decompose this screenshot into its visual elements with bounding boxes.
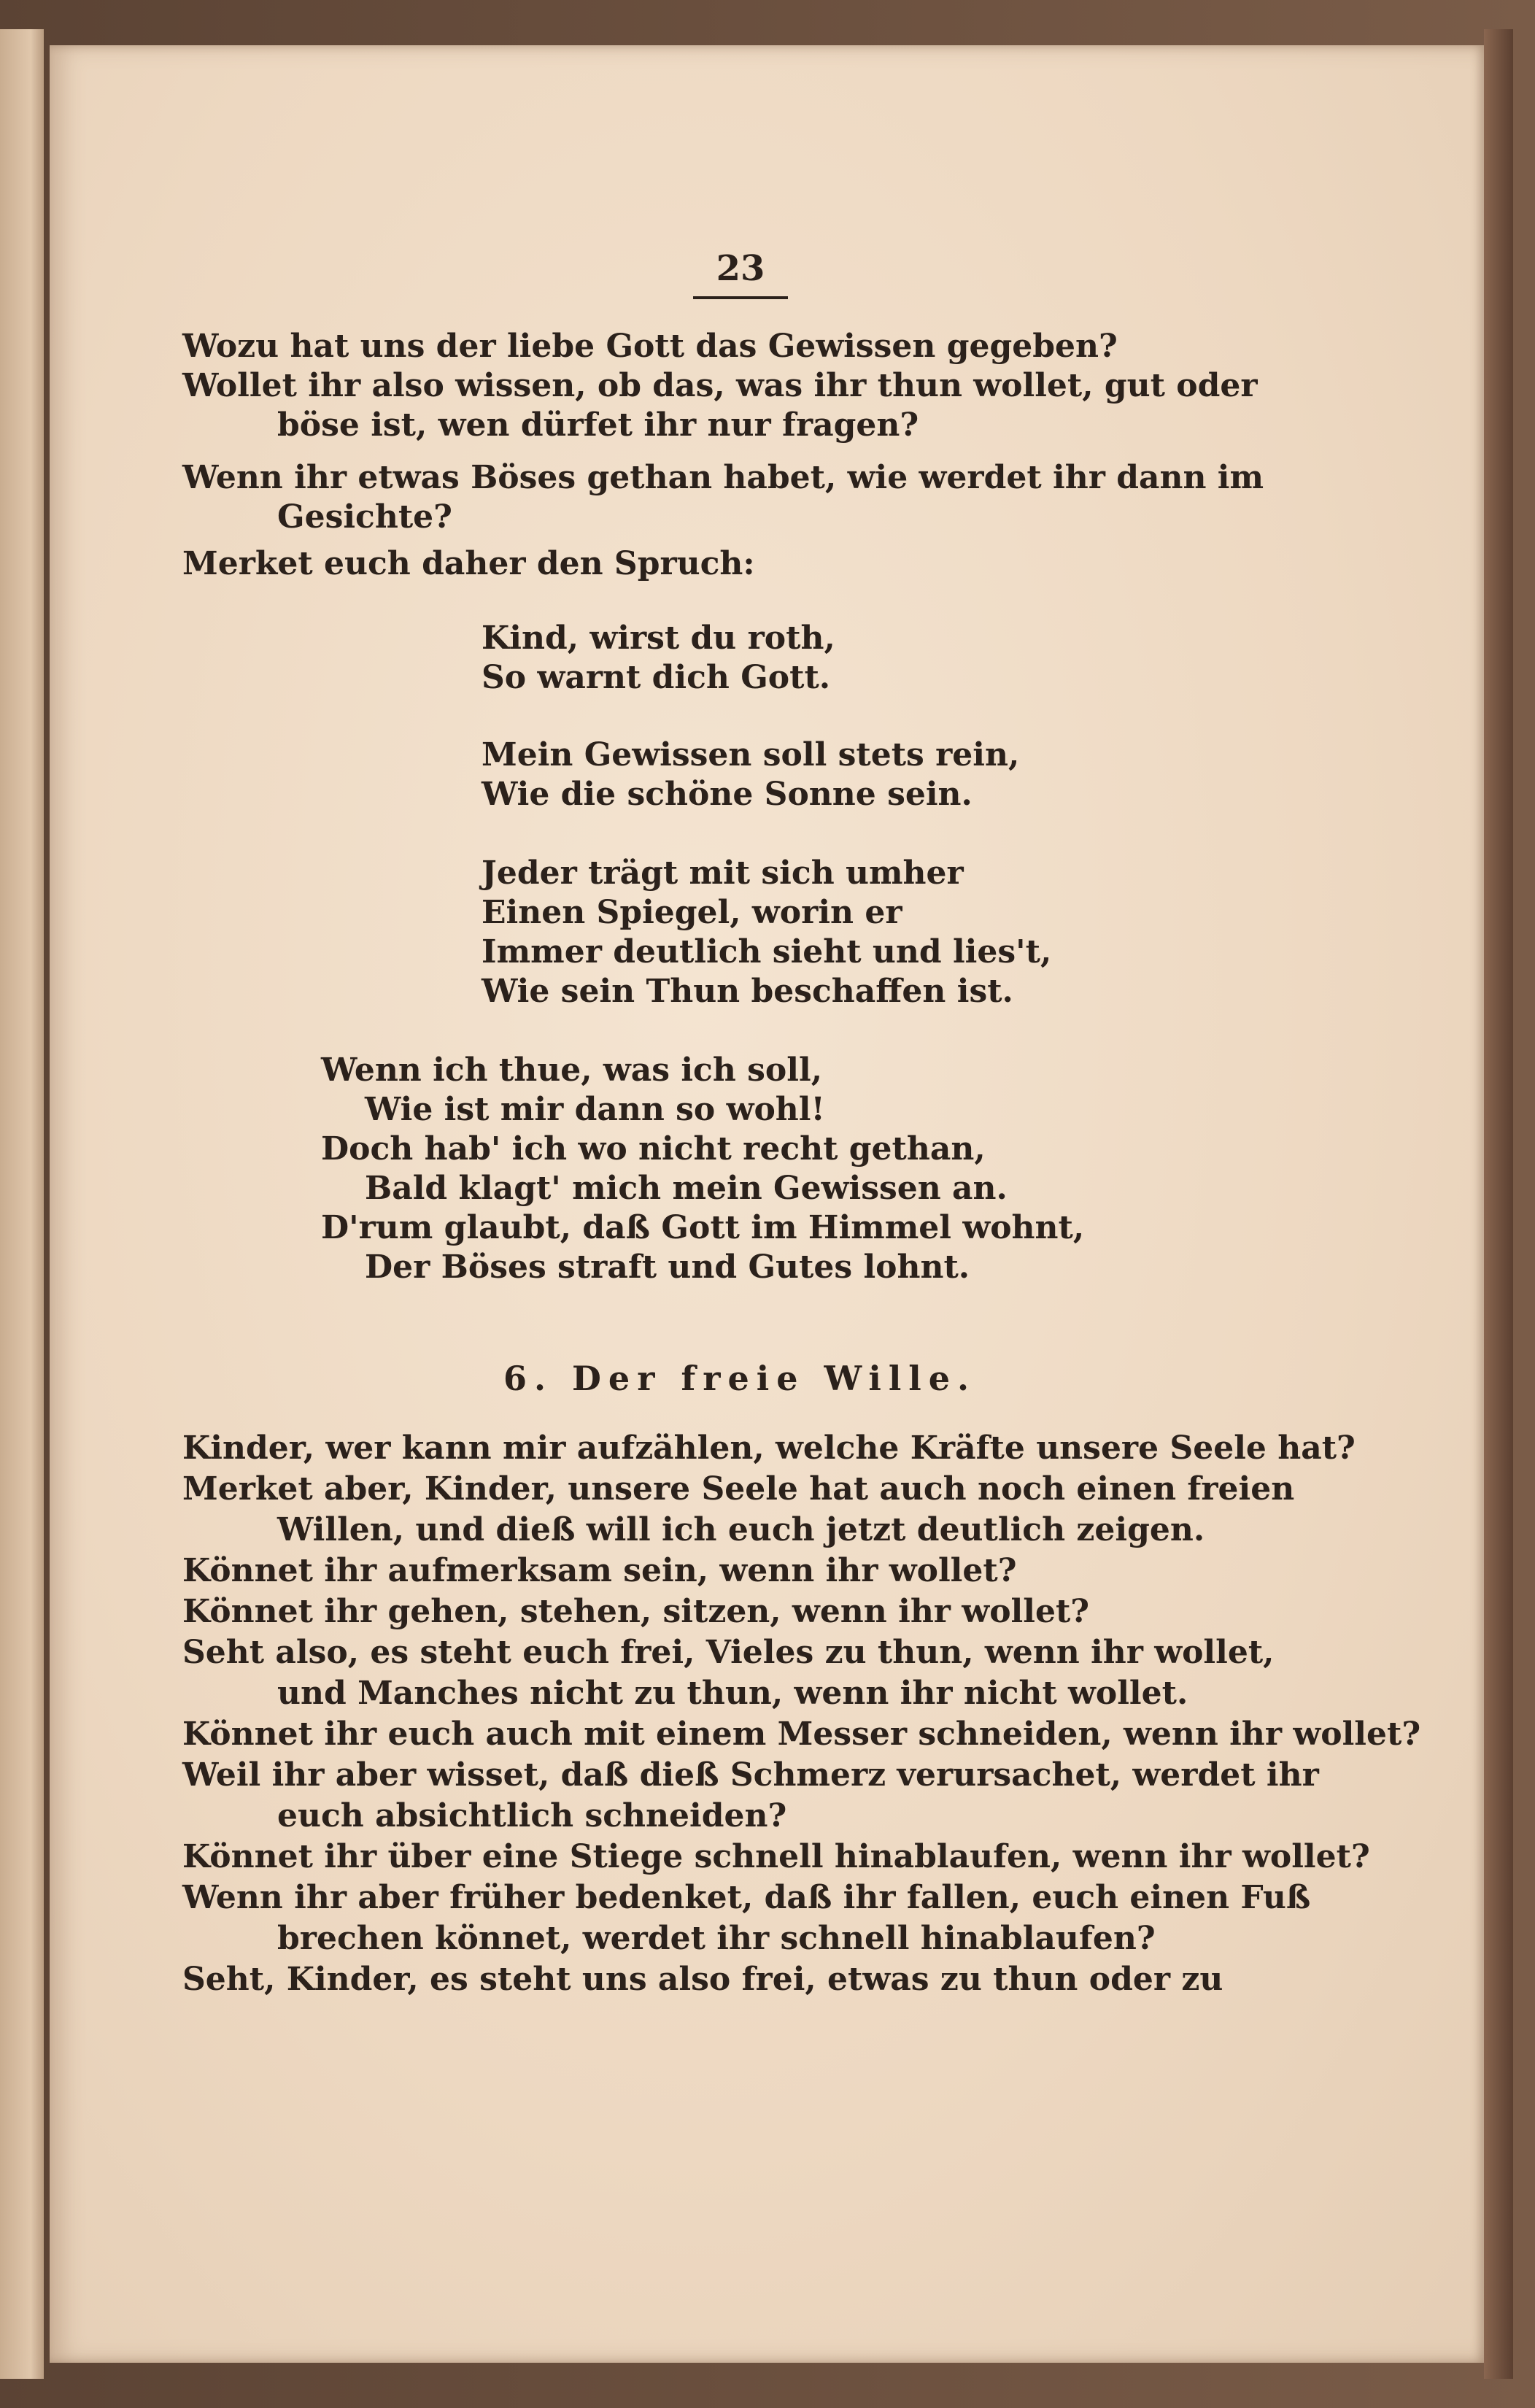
left-page-edge <box>0 29 44 2379</box>
book-cover-edge <box>1484 29 1513 2379</box>
text-line: Wenn ihr aber früher bedenket, daß ihr fallen, euch einen Fuß <box>182 1879 1311 1916</box>
text-line: Weil ihr aber wisset, daß dieß Schmerz verursachet, werdet ihr <box>182 1756 1319 1794</box>
verse-line: Wie die schöne Sonne sein. <box>482 776 973 813</box>
verse2 <box>321 1051 1084 1287</box>
text-line: und Manches nicht zu thun, wenn ihr nicht wollet. <box>277 1675 1188 1712</box>
verse-line: D'rum glaubt, daß Gott im Himmel wohnt, <box>321 1209 1085 1246</box>
text-line: euch absichtlich schneiden? <box>277 1797 787 1834</box>
page-number: 23 <box>693 248 788 299</box>
text-line: Gesichte? <box>277 498 452 536</box>
verse-line: Immer deutlich sieht und lies't, <box>482 933 1052 970</box>
text-line: Könnet ihr gehen, stehen, sitzen, wenn ihr wollet? <box>182 1593 1090 1630</box>
text-line: Könnet ihr euch auch mit einem Messer schneiden, wenn ihr wollet? <box>182 1716 1421 1753</box>
verse1-stanza3 <box>482 854 1051 1011</box>
verse-line: Einen Spiegel, worin er <box>482 894 902 931</box>
verse-line: Jeder trägt mit sich umher <box>482 854 964 892</box>
text-line: Kinder, wer kann mir aufzählen, welche Kräfte unsere Seele hat? <box>182 1429 1356 1467</box>
text-line: Seht also, es steht euch frei, Vieles zu thun, wenn ihr wollet, <box>182 1634 1275 1671</box>
verse-line: Doch hab' ich wo nicht recht gethan, <box>321 1130 986 1168</box>
text-line: Könnet ihr aufmerksam sein, wenn ihr wollet? <box>182 1552 1017 1589</box>
text-line: Könnet ihr über eine Stiege schnell hinablaufen, wenn ihr wollet? <box>182 1838 1370 1875</box>
text-line: böse ist, wen dürfet ihr nur fragen? <box>277 406 919 444</box>
verse-line: Kind, wirst du roth, <box>482 620 835 657</box>
text-line: Merket euch daher den Spruch: <box>182 545 755 582</box>
text-line: Wollet ihr also wissen, ob das, was ihr thun wollet, gut oder <box>182 367 1258 404</box>
verse1-stanza2 <box>482 736 1019 814</box>
verse-line: Bald klagt' mich mein Gewissen an. <box>365 1170 1008 1207</box>
text-line: Seht, Kinder, es steht uns also frei, etwas zu thun oder zu <box>182 1961 1223 1998</box>
verse-line: Der Böses straft und Gutes lohnt. <box>365 1249 970 1286</box>
verse-line: Mein Gewissen soll stets rein, <box>482 736 1020 773</box>
verse-line: Wie ist mir dann so wohl! <box>365 1091 825 1128</box>
text-line: brechen könnet, werdet ihr schnell hinablaufen? <box>277 1920 1156 1957</box>
text-line: Willen, und dieß will ich euch jetzt deutlich zeigen. <box>277 1511 1205 1548</box>
section-heading: 6. Der freie Wille. <box>503 1359 977 1398</box>
verse-line: Wenn ich thue, was ich soll, <box>321 1051 823 1089</box>
verse-line: So warnt dich Gott. <box>482 659 831 696</box>
text-line: Merket aber, Kinder, unsere Seele hat auch noch einen freien <box>182 1470 1295 1508</box>
verse1-stanza1 <box>482 619 835 698</box>
text-line: Wenn ihr etwas Böses gethan habet, wie werdet ihr dann im <box>182 459 1264 496</box>
text-line: Wozu hat uns der liebe Gott das Gewissen gegeben? <box>182 328 1118 365</box>
verse-line: Wie sein Thun beschaffen ist. <box>482 973 1013 1010</box>
